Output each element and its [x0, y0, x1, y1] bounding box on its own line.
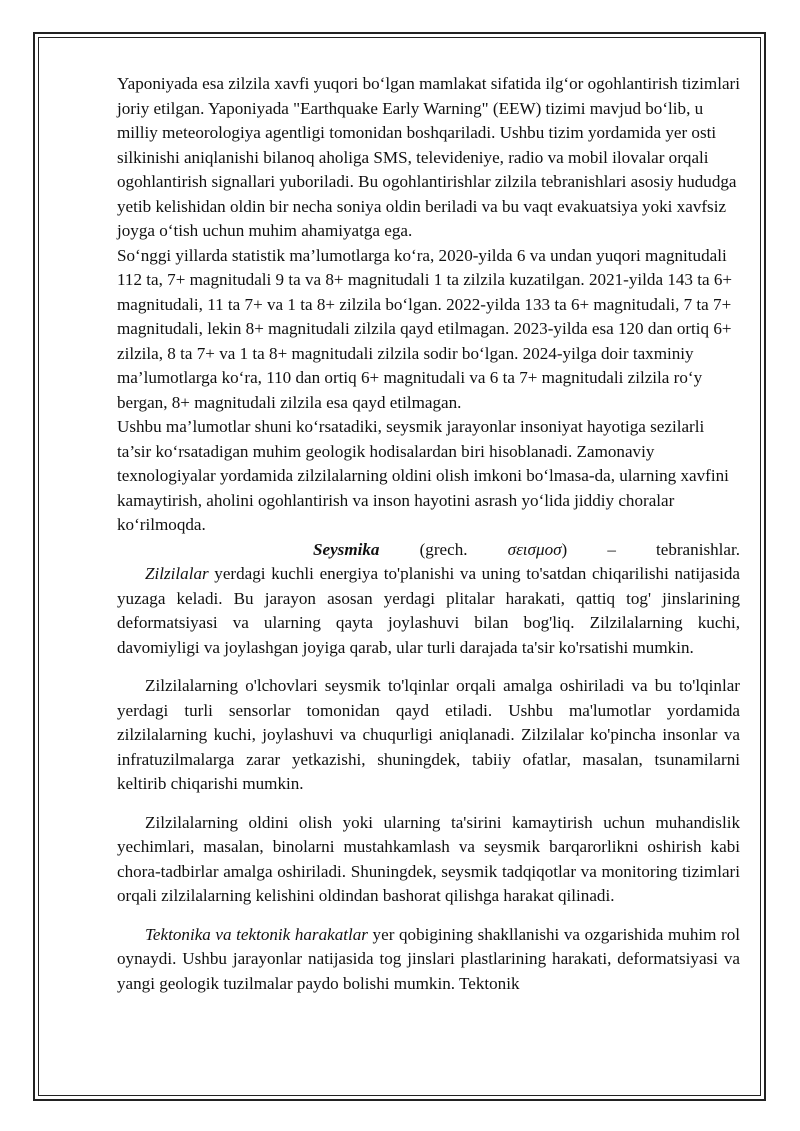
document-body [117, 72, 740, 996]
seysmika-term: Seysmika [313, 539, 380, 559]
tectonics-text: yer qobigining shakllanishi va ozgarishida muhim rol oynaydi. Ushbu jarayonlar natijasida tog jinslari plastlarining harakati, deformatsiyasi va yangi geologik tuzilmalar paydo bolishi mumkin. Tektonik [117, 924, 740, 993]
paragraph-statistics: So‘nggi yillarda statistik ma’lumotlarga ko‘ra, 2020-yilda 6 va undan yuqori magnitudali 112 ta, 7+ magnitudali 9 ta va 8+ magnitudali 1 ta zilzila kuzatilgan. 2021-yilda 143 ta 6+ magnitudali, 11 ta 7+ va 1 ta 8+ zilzila bo‘lgan. 2022-yilda 133 ta 6+ magnitudali, 7 ta 7+ magnitudali, lekin 8+ magnitudali zilzila qayd etilmagan. 2023-yilda esa 120 dan ortiq 6+ zilzila, 8 ta 7+ va 1 ta 8+ magnitudali zilzila sodir bo‘lgan. 2024-yilga doir taxminiy ma’lumotlarga ko‘ra, 110 dan ortiq 6+ magnitudali va 6 ta 7+ magnitudali zilzila ro‘y bergan, 8+ magnitudali zilzila esa qayd etilmagan. [117, 245, 733, 412]
paragraph-conclusion: Ushbu ma’lumotlar shuni ko‘rsatadiki, seysmik jarayonlar insoniyat hayotiga sezilarli ta’sir ko‘rsatadigan muhim geologik hodisalardan biri hisoblanadi. Zamonaviy texnologiyalar yordamida zilzilalarning oldini olish imkoni bo‘lmasa-da, ularning xavfini kamaytirish, aholini ogohlantirish va inson hayotini asrash yo‘lida jiddiy choralar ko‘rilmoqda. [117, 417, 729, 534]
zilzilalar-term: Zilzilalar [145, 564, 209, 583]
paragraph-prevention: Zilzilalarning oldini olish yoki ularning ta'sirini kamaytirish uchun muhandislik yechimlari, masalan, binolarni mustahkamlash va seysmik barqarorlikni oshirish kabi chora-tadbirlar amalga oshiriladi. Shuningdek, seysmik tadqiqotlar va monitoring tizimlari orqali zilzilalarning kelishini oldindan bashorat qilishga harakat qilinadi. [117, 812, 740, 905]
seysmika-definition [117, 538, 740, 563]
tectonics-term: Tektonika va tektonik harakatlar [145, 924, 368, 944]
paragraph-measurement: Zilzilalarning o'lchovlari seysmik to'lqinlar orqali amalga oshiriladi va bu to'lqinlar yerdagi turli sensorlar tomonidan qayd etiladi. Ushbu ma'lumotlar yordamida zilzilalarning kuchi, joylashuvi va chuqurligi aniqlanadi. Zilzilalar ko'pincha insonlar va infratuzilmalarga zarar yetkazishi, shuningdek, tabiiy ofatlar, masalan, tsunamilarni keltirib chiqarishi mumkin. [117, 676, 740, 793]
seysmika-rest: ) – tebranishlar. [561, 539, 740, 559]
seysmika-greek: σεισμοσ [507, 539, 562, 559]
paragraph-zilzilalar [117, 562, 740, 660]
seysmika-origin: (grech. [419, 539, 468, 559]
paragraph-tectonics [117, 923, 740, 997]
zilzilalar-text: yerdagi kuchli energiya to'planishi va uning to'satdan chiqarilishi natijasida yuzaga keladi. Bu jarayon asosan yerdagi plitalar harakati, qattiq tog' jinslarining deformatsiyasi va ularning qayta joylashuvi bilan bog'liq. Zilzilalarning kuchi, davomiyligi va joylashgan joyiga qarab, ular turli darajada ta'sir ko'rsatishi mumkin. [117, 564, 740, 657]
paragraph-japan-eew: Yaponiyada esa zilzila xavfi yuqori bo‘lgan mamlakat sifatida ilg‘or ogohlantirish tizimlari joriy etilgan. Yaponiyada "Earthquake Early Warning" (EEW) tizimi mavjud bo‘lib, u milliy meteorologiya agentligi tomonidan boshqariladi. Ushbu tizim yordamida yer osti silkinishi aniqlanishi bilanoq aholiga SMS, televideniye, radio va mobil ilovalar orqali ogohlantirish signallari yuboriladi. Bu ogohlantirishlar zilzila tebranishlari asosiy hududga yetib kelishidan oldin bir necha soniya oldin beriladi va bu vaqt evakuatsiya yoki xavfsiz joyga o‘tish uchun muhim ahamiyatga ega. [117, 74, 740, 240]
